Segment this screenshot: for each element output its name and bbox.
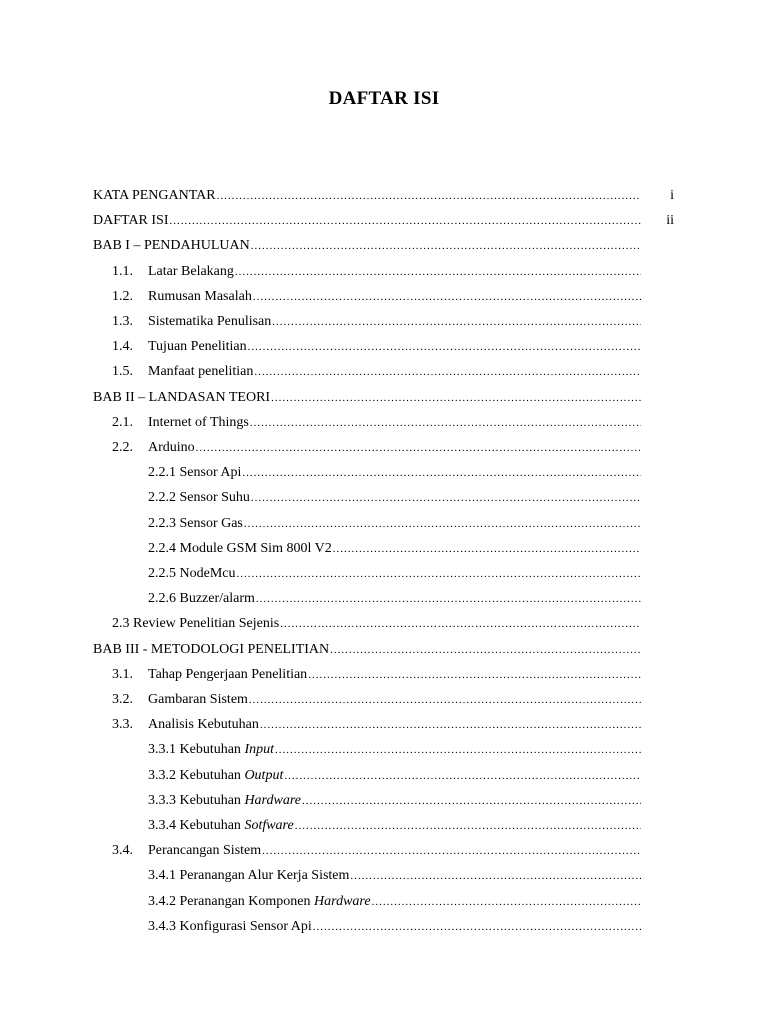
toc-entry	[0, 411, 768, 435]
toc-entry-label: 2.2.2 Sensor Suhu	[148, 490, 250, 506]
toc-entry-number: 3.3.	[112, 717, 133, 733]
toc-entry-number: 1.1.	[112, 263, 133, 279]
dot-leader	[270, 386, 641, 410]
dot-leader	[241, 461, 641, 485]
toc-entry-label: 3.3.3 Kebutuhan Hardware	[148, 792, 301, 808]
toc-entry	[0, 360, 768, 384]
toc-entry-label: KATA PENGANTAR	[93, 188, 216, 203]
toc-entry	[0, 512, 768, 536]
toc-entry	[0, 864, 768, 888]
toc-entry	[0, 335, 768, 359]
toc-entry-number: 2.1.	[112, 414, 133, 430]
toc-entry-page-number: i	[670, 188, 674, 203]
toc-entry-text	[148, 461, 641, 485]
dot-leader	[243, 512, 641, 536]
toc-entry	[0, 789, 768, 813]
toc-entry-label: 2.3 Review Penelitian Sejenis	[112, 616, 280, 632]
toc-entry	[0, 587, 768, 611]
toc-entry-label: 3.3.2 Kebutuhan Output	[148, 767, 284, 783]
toc-entry-label: BAB II – LANDASAN TEORI	[93, 389, 271, 405]
toc-entry-text	[148, 915, 641, 939]
dot-leader	[252, 285, 641, 309]
toc-entry-text	[148, 537, 641, 561]
toc-entry-italic-term: Input	[244, 742, 274, 758]
page-title: DAFTAR ISI	[328, 88, 440, 109]
dot-leader	[253, 360, 641, 384]
toc-entry-italic-term: Output	[244, 767, 284, 783]
toc-entry-text	[148, 562, 641, 586]
toc-entry-label: Gambaran Sistem	[148, 692, 248, 707]
toc-entry	[0, 663, 768, 687]
dot-leader	[249, 411, 641, 435]
dot-leader	[279, 612, 641, 636]
toc-entry-label: 3.3.1 Kebutuhan Input	[148, 742, 274, 758]
dot-leader	[169, 209, 642, 233]
dot-leader	[294, 814, 641, 838]
toc-entry	[0, 436, 768, 460]
toc-entry	[0, 285, 768, 309]
toc-entry-italic-term: Hardware	[314, 893, 371, 909]
toc-entry-label: Latar Belakang	[148, 263, 234, 279]
toc-entry	[0, 688, 768, 712]
toc-entry-number: 1.5.	[112, 364, 133, 380]
toc-entry-text	[148, 764, 641, 788]
dot-leader	[236, 562, 642, 586]
toc-entry	[0, 184, 768, 208]
dot-leader	[271, 310, 641, 334]
toc-entry-label: BAB I – PENDAHULUAN	[93, 238, 250, 254]
toc-entry-text	[112, 310, 641, 334]
dot-leader	[301, 789, 641, 813]
toc-entry-page-number: ii	[666, 213, 674, 229]
toc-entry-text	[93, 638, 641, 662]
toc-entry-text	[112, 260, 641, 284]
toc-entry	[0, 738, 768, 762]
dot-leader	[259, 713, 641, 737]
toc-entry-label: 2.2.5 NodeMcu	[148, 566, 236, 581]
toc-entry-label: 2.2.1 Sensor Api	[148, 465, 242, 481]
toc-entry-italic-term: Hardware	[244, 792, 301, 808]
dot-leader	[274, 738, 641, 762]
toc-entry-text	[148, 587, 641, 611]
toc-entry-text	[148, 738, 641, 762]
toc-entry-text	[112, 663, 641, 687]
toc-entry-text	[112, 436, 641, 460]
toc-entry	[0, 310, 768, 334]
toc-entry-label: 3.4.3 Konfigurasi Sensor Api	[148, 918, 312, 934]
toc-entry-label: BAB III - METODOLOGI PENELITIAN	[93, 641, 330, 657]
toc-entry-text	[112, 285, 641, 309]
dot-leader	[216, 184, 641, 208]
dot-leader	[247, 335, 641, 359]
toc-entry-text	[93, 386, 641, 410]
toc-entry	[0, 764, 768, 788]
toc-entry-number: 3.1.	[112, 666, 133, 682]
dot-leader	[250, 234, 641, 258]
toc-entry	[0, 814, 768, 838]
toc-entry-text	[93, 184, 641, 208]
dot-leader	[371, 890, 641, 914]
toc-entry	[0, 638, 768, 662]
toc-entry	[0, 386, 768, 410]
toc-entry-number: 3.2.	[112, 692, 133, 707]
toc-entry-label: Rumusan Masalah	[148, 288, 252, 304]
toc-entry-label: 3.4.2 Peranangan Komponen Hardware	[148, 893, 371, 909]
toc-entry	[0, 234, 768, 258]
toc-entry-text	[148, 486, 641, 510]
toc-entry-label: DAFTAR ISI	[93, 213, 169, 229]
toc-entry-text	[112, 839, 641, 863]
toc-entry-text	[148, 814, 641, 838]
toc-entry-label: 3.3.4 Kebutuhan Sotfware	[148, 818, 294, 833]
toc-entry-text	[112, 612, 641, 636]
toc-entry-text	[112, 335, 641, 359]
toc-entry-label: Tujuan Penelitian	[148, 339, 247, 355]
toc-entry	[0, 890, 768, 914]
dot-leader	[261, 839, 641, 863]
toc-entry	[0, 562, 768, 586]
toc-entry-label: Arduino	[148, 440, 195, 455]
toc-entry	[0, 612, 768, 636]
toc-entry-number: 1.3.	[112, 314, 133, 329]
toc-entry	[0, 461, 768, 485]
dot-leader	[312, 915, 641, 939]
toc-entry	[0, 486, 768, 510]
toc-entry-label: Manfaat penelitian	[148, 364, 254, 380]
toc-entry-text	[112, 713, 641, 737]
dot-leader	[250, 486, 641, 510]
toc-entry-text	[148, 890, 641, 914]
toc-entry-label: Tahap Pengerjaan Penelitian	[148, 666, 308, 682]
dot-leader	[195, 436, 641, 460]
toc-entry-label: Internet of Things	[148, 414, 249, 430]
toc-entry	[0, 713, 768, 737]
toc-entry-label: 2.2.6 Buzzer/alarm	[148, 591, 255, 607]
toc-entry-number: 3.4.	[112, 843, 133, 859]
toc-entry-label: 2.2.4 Module GSM Sim 800l V2	[148, 540, 332, 556]
toc-entry-italic-term: Sotfware	[244, 818, 294, 833]
toc-entry	[0, 209, 768, 233]
toc-entry-text	[148, 864, 641, 888]
toc-entry-label: 2.2.3 Sensor Gas	[148, 515, 243, 531]
toc-entry-text	[112, 360, 641, 384]
dot-leader	[332, 537, 641, 561]
toc-entry-label: Perancangan Sistem	[148, 843, 262, 859]
toc-entry-label: 3.4.1 Peranangan Alur Kerja Sistem	[148, 868, 350, 884]
toc-entry-text	[148, 789, 641, 813]
dot-leader	[248, 688, 641, 712]
toc-entry-text	[112, 411, 641, 435]
toc-entry-text	[93, 234, 641, 258]
dot-leader	[329, 638, 641, 662]
toc-entry-text	[112, 688, 641, 712]
toc-entry-text	[148, 512, 641, 536]
toc-entry	[0, 915, 768, 939]
toc-entry	[0, 839, 768, 863]
toc-entry	[0, 260, 768, 284]
dot-leader	[255, 587, 641, 611]
toc-entry-label: Analisis Kebutuhan	[148, 717, 259, 733]
toc-entry-number: 1.2.	[112, 288, 133, 304]
toc-entry-label: Sistematika Penulisan	[148, 314, 272, 329]
dot-leader	[234, 260, 641, 284]
toc-entry-number: 2.2.	[112, 440, 133, 455]
toc-entry	[0, 537, 768, 561]
toc-entry-number: 1.4.	[112, 339, 133, 355]
dot-leader	[307, 663, 641, 687]
dot-leader	[349, 864, 641, 888]
toc-entry-text	[93, 209, 641, 233]
dot-leader	[283, 764, 641, 788]
